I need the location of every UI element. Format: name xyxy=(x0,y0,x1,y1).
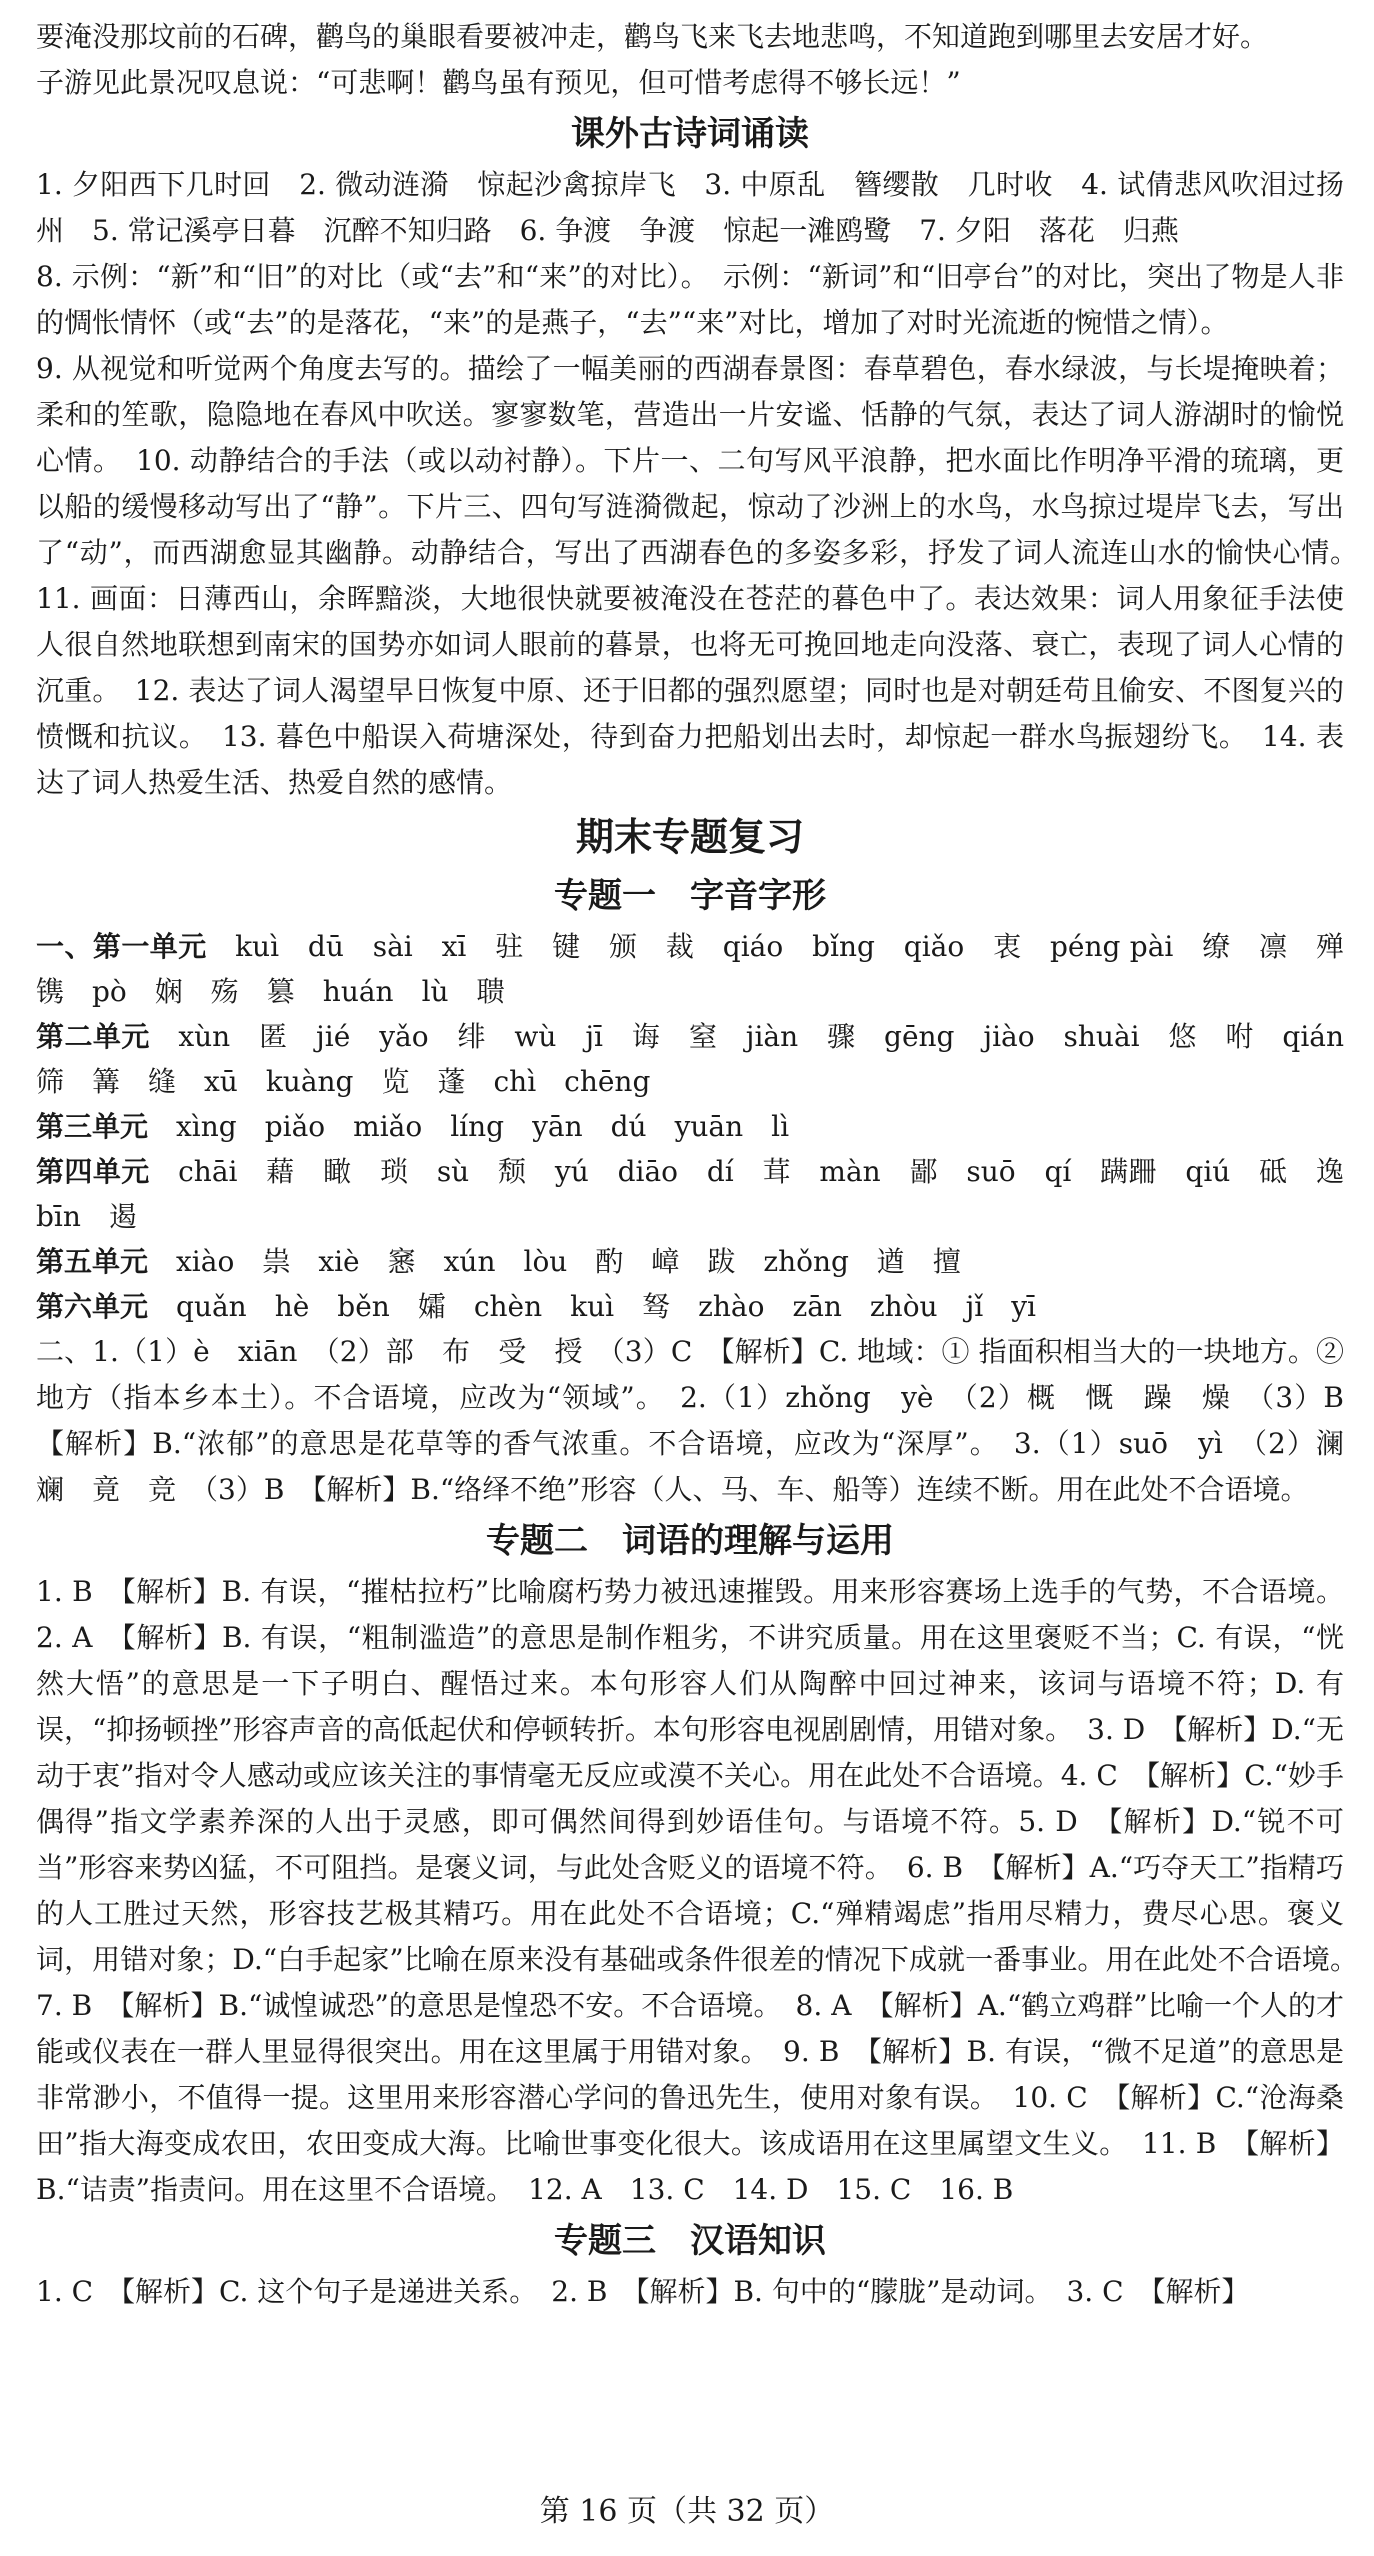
unit-4-row xyxy=(36,1149,1373,1239)
unit-5-text: xiào 祟 xiè 窸 xún lòu 酌 嶂 跋 zhǒng 遒 擅 xyxy=(148,1245,961,1278)
unit-1-label: 一、第一单元 xyxy=(36,930,207,963)
unit-6-row xyxy=(36,1284,1344,1329)
unit-6-text: quǎn hè běn 孀 chèn kuì 驽 zhào zān zhòu jǐ yī xyxy=(148,1290,1037,1323)
topic-2-answers: 1. B 【解析】B. 有误，“摧枯拉朽”比喻腐朽势力被迅速摧毁。用来形容赛场上选手的气势，不合语境。2. A 【解析】B. 有误，“粗制滥造”的意思是制作粗劣，不讲究质量。用在这里褒贬不当；C. 有误，“恍然大悟”的意思是一下子明白、醒悟过来。本句形容人们从陶醉中回过神来，该词与语境不符；D. 有误，“抑扬顿挫”形容声音的高低起伏和停顿转折。本句形容电视剧剧情，用错对象。 3. D 【解析】D.“无动于衷”指对令人感动或应该关注的事情毫无反应或漠不关心。用在此处不合语境。4. C 【解析】C.“妙手偶得”指文学素养深的人出于灵感，即可偶然间得到妙语佳句。与语境不符。5. D 【解析】D.“锐不可当”形容来势凶猛，不可阻挡。是褒义词，与此处含贬义的语境不符。 6. B 【解析】A.“巧夺天工”指精巧的人工胜过天然，形容技艺极其精巧。用在此处不合语境；C.“殚精竭虑”指用尽精力，费尽心思。褒义词，用错对象；D.“白手起家”比喻在原来没有基础或条件很差的情况下成就一番事业。用在此处不合语境。 7. B 【解析】B.“诚惶诚恐”的意思是惶恐不安。不合语境。 8. A 【解析】A.“鹤立鸡群”比喻一个人的才能或仪表在一群人里显得很突出。用在这里属于用错对象。 9. B 【解析】B. 有误，“微不足道”的意思是非常渺小，不值得一提。这里用来形容潜心学问的鲁迅先生，使用对象有误。 10. C 【解析】C.“沧海桑田”指大海变成农田，农田变成大海。比喻世事变化很大。该成语用在这里属望文生义。 11. B 【解析】B.“诘责”指责问。用在这里不合语境。 12. A 13. C 14. D 15. C 16. B xyxy=(36,1575,1373,2206)
intro-line-1: 要淹没那坟前的石碑，鹳鸟的巢眼看要被冲走，鹳鸟飞来飞去地悲鸣，不知道跑到哪里去安居才好。 xyxy=(36,20,1269,53)
topic-3-answers: 1. C 【解析】C. 这个句子是递进关系。 2. B 【解析】B. 句中的“朦胧”是动词。 3. C 【解析】 xyxy=(36,2275,1250,2308)
page-number: 第 16 页（共 32 页） xyxy=(539,2494,835,2529)
topic-1-part-2: 二、1.（1）è xiān （2）部 布 受 授 （3）C 【解析】C. 地域：① 指面积相当大的一块地方。② 地方（指本乡本土）。不合语境，应改为“领域”。 2.（1）zhǒng yè （2）概 慨 躁 燥 （3）B 【解析】B.“浓郁”的意思是花草等的香气浓重。不合语境，应改为“深厚”。 3.（1）suō yì （2）澜 斓 竟 竞 （3）B 【解析】B.“络绎不绝”形容（人、马、车、船等）连续不断。用在此处不合语境。 xyxy=(36,1335,1373,1506)
unit-3-row xyxy=(36,1104,1344,1149)
unit-5-row xyxy=(36,1239,1344,1284)
unit-3-label: 第三单元 xyxy=(36,1110,149,1143)
poetry-answer-8: 8. 示例：“新”和“旧”的对比（或“去”和“来”的对比）。 示例：“新词”和“旧亭台”的对比，突出了物是人非的惆怅情怀（或“去”的是落花，“来”的是燕子，“去”“来”对比，增加了对时光流逝的惋惜之情）。 xyxy=(36,260,1344,339)
unit-4-label: 第四单元 xyxy=(36,1155,150,1188)
intro-line-2: 子游见此景况叹息说：“可悲啊！鹳鸟虽有预见，但可惜考虑得不够长远！” xyxy=(36,66,961,99)
review-section-title: 期末专题复习 xyxy=(575,815,804,859)
poetry-answers-9-14: 9. 从视觉和听觉两个角度去写的。描绘了一幅美丽的西湖春景图：春草碧色，春水绿波，与长堤掩映着；柔和的笙歌，隐隐地在春风中吹送。寥寥数笔，营造出一片安谧、恬静的气氛，表达了词人游湖时的愉悦心情。 10. 动静结合的手法（或以动衬静）。下片一、二句写风平浪静，把水面比作明净平滑的琉璃，更以船的缓慢移动写出了“静”。下片三、四句写涟漪微起，惊动了沙洲上的水鸟，水鸟掠过堤岸飞去，写出了“动”，而西湖愈显其幽静。动静结合，写出了西湖春色的多姿多彩，抒发了词人流连山水的愉快心情。 11. 画面：日薄西山，余晖黯淡，大地很快就要被淹没在苍茫的暮色中了。表达效果：词人用象征手法使人很自然地联想到南宋的国势亦如词人眼前的暮景，也将无可挽回地走向没落、衰亡，表现了词人心情的沉重。 12. 表达了词人渴望早日恢复中原、还于旧都的强烈愿望；同时也是对朝廷苟且偷安、不图复兴的愤慨和抗议。 13. 暮色中船误入荷塘深处，待到奋力把船划出去时，却惊起一群水鸟振翅纷飞。 14. 表达了词人热爱生活、热爱自然的感情。 xyxy=(36,352,1373,799)
unit-2-row xyxy=(36,1014,1373,1104)
unit-5-label: 第五单元 xyxy=(36,1245,149,1278)
poetry-answers-1-7: 1. 夕阳西下几时回 2. 微动涟漪 惊起沙禽掠岸飞 3. 中原乱 簪缨散 几时收 4. 试倩悲风吹泪过扬州 5. 常记溪亭日暮 沉醉不知归路 6. 争渡 争渡 惊起一滩鸥鹭 7. 夕阳 落花 归燕 xyxy=(36,168,1344,247)
unit-6-label: 第六单元 xyxy=(36,1290,149,1323)
unit-4-text: chāi 藉 瞰 琐 sù 颓 yú diāo dí 茸 màn 鄙 suō qí 蹒跚 qiú 砥 逸 bīn 遏 xyxy=(36,1155,1373,1233)
unit-2-label: 第二单元 xyxy=(36,1020,150,1053)
unit-1-row xyxy=(36,924,1372,1014)
unit-1-text: kuì dū sài xī 驻 键 颁 裁 qiáo bǐng qiǎo 衷 péng pài 缭 凛 殚 镌 pò 娴 殇 篡 huán lù 聩 xyxy=(36,930,1372,1008)
topic-3-title: 专题三 汉语知识 xyxy=(554,2221,826,2261)
poetry-section-title: 课外古诗词诵读 xyxy=(571,114,809,154)
topic-2-title: 专题二 词语的理解与运用 xyxy=(486,1521,894,1561)
unit-3-text: xìng piǎo miǎo líng yān dú yuān lì xyxy=(148,1110,790,1143)
topic-1-title: 专题一 字音字形 xyxy=(554,876,826,916)
unit-2-text: xùn 匿 jié yǎo 绯 wù jī 诲 窒 jiàn 骤 gēng jiào shuài 悠 咐 qián 筛 篝 缝 xū kuàng 览 蓬 chì chēng xyxy=(36,1020,1373,1098)
